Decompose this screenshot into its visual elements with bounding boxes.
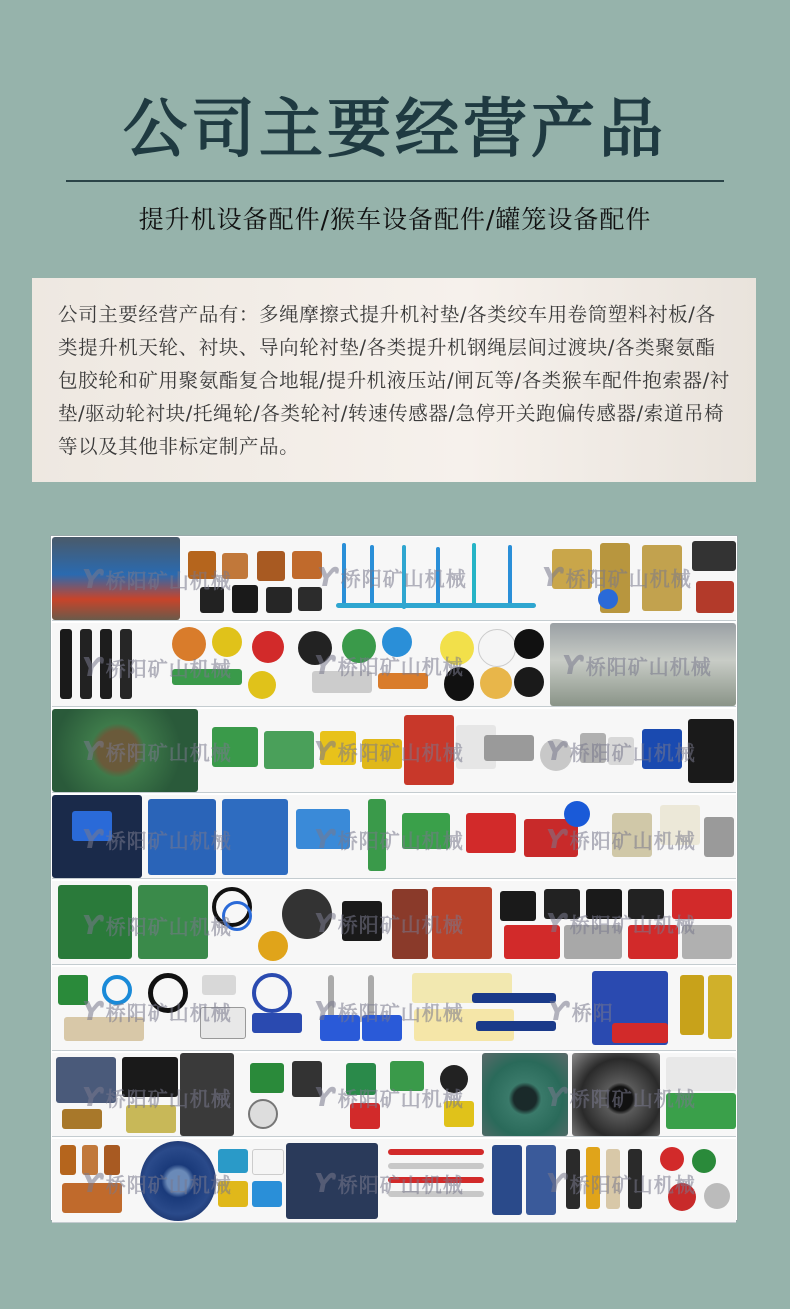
- product-photo: [252, 1181, 282, 1207]
- product-photo: [232, 585, 258, 613]
- product-photo: [266, 587, 292, 613]
- description-text: 公司主要经营产品有：多绳摩擦式提升机衬垫/各类绞车用卷筒塑料衬板/各类提升机天轮、衬块、导向轮衬垫/各类提升机钢绳层间过渡块/各类聚氨酯包胶轮和矿用聚氨酯复合地辊/提升机液压站/闸瓦等/各类猴车配件抱索器/衬垫/驱动轮衬块/托绳轮/各类轮衬/转速传感器/急停开关跑偏传感器/索道吊椅等以及其他非标定制产品。: [58, 303, 730, 458]
- watermark: Ƴ 桥阳矿山机械: [314, 1083, 464, 1113]
- watermark: Ƴ 桥阳矿山机械: [82, 1083, 232, 1113]
- product-photo: [476, 1021, 556, 1031]
- watermark: Ƴ 桥阳矿山机械: [317, 563, 467, 593]
- watermark: Ƴ 桥阳矿山机械: [82, 997, 232, 1027]
- product-photo: [248, 671, 276, 699]
- watermark: Ƴ 桥阳矿山机械: [314, 651, 464, 681]
- watermark: Ƴ 桥阳矿山机械: [546, 737, 696, 767]
- gallery-row-3: [52, 709, 736, 793]
- gallery-row-8: [52, 1139, 736, 1223]
- product-photo: [480, 667, 512, 699]
- watermark: Ƴ 桥阳矿山机械: [82, 653, 232, 683]
- product-photo: [508, 545, 512, 607]
- product-photo: [222, 799, 288, 875]
- product-photo: [500, 891, 536, 921]
- watermark: Ƴ 桥阳矿山机械: [314, 1169, 464, 1199]
- watermark: Ƴ 桥阳矿山机械: [82, 565, 232, 595]
- product-gallery: [50, 535, 738, 1221]
- product-photo: [704, 1183, 730, 1209]
- watermark: Ƴ 桥阳矿山机械: [314, 737, 464, 767]
- product-photo: [514, 667, 544, 697]
- product-photo: [704, 817, 734, 857]
- watermark: Ƴ 桥阳: [548, 997, 614, 1027]
- watermark: Ƴ 桥阳矿山机械: [546, 909, 696, 939]
- gallery-row-4: [52, 795, 736, 879]
- page-title: 公司主要经营产品: [123, 93, 667, 167]
- gallery-row-7: [52, 1053, 736, 1137]
- gallery-row-1: [52, 537, 736, 621]
- product-photo: [258, 931, 288, 961]
- product-photo: [472, 543, 476, 607]
- product-photo: [264, 731, 314, 769]
- product-photo: [252, 1149, 284, 1175]
- watermark: Ƴ 桥阳矿山机械: [542, 563, 692, 593]
- product-photo: [336, 603, 536, 608]
- product-photo: [612, 1023, 668, 1043]
- gallery-row-5: [52, 881, 736, 965]
- product-photo: [492, 1145, 522, 1215]
- product-photo: [692, 541, 736, 571]
- product-photo: [388, 1149, 484, 1155]
- watermark: Ƴ 桥阳矿山机械: [546, 825, 696, 855]
- product-photo: [466, 813, 516, 853]
- product-photo: [257, 551, 285, 581]
- product-photo: [250, 1063, 284, 1093]
- watermark: Ƴ 桥阳矿山机械: [82, 737, 232, 767]
- product-photo: [472, 993, 556, 1003]
- watermark: Ƴ 桥阳矿山机械: [82, 825, 232, 855]
- watermark: Ƴ 桥阳矿山机械: [546, 1169, 696, 1199]
- watermark: Ƴ 桥阳矿山机械: [546, 1083, 696, 1113]
- title-divider: [66, 180, 724, 182]
- product-photo: [564, 801, 590, 827]
- product-photo: [202, 975, 236, 995]
- watermark: Ƴ 桥阳矿山机械: [82, 911, 232, 941]
- product-photo: [60, 629, 72, 699]
- product-photo: [252, 1013, 302, 1033]
- description-box: [32, 278, 756, 482]
- product-photo: [660, 1147, 684, 1171]
- page-subtitle: 提升机设备配件/猴车设备配件/罐笼设备配件: [138, 205, 652, 234]
- product-photo: [484, 735, 534, 761]
- watermark: Ƴ 桥阳矿山机械: [562, 651, 712, 681]
- product-photo: [696, 581, 734, 613]
- product-photo: [680, 975, 704, 1035]
- product-photo: [514, 629, 544, 659]
- product-photo: [708, 975, 732, 1039]
- watermark: Ƴ 桥阳矿山机械: [314, 909, 464, 939]
- product-photo: [60, 1145, 76, 1175]
- gallery-row-2: [52, 623, 736, 707]
- watermark: Ƴ 桥阳矿山机械: [314, 997, 464, 1027]
- product-photo: [252, 631, 284, 663]
- product-photo: [248, 1099, 278, 1129]
- watermark: Ƴ 桥阳矿山机械: [82, 1169, 232, 1199]
- product-photo: [478, 629, 516, 667]
- product-photo: [252, 973, 292, 1013]
- watermark: Ƴ 桥阳矿山机械: [314, 825, 464, 855]
- gallery-row-6: [52, 967, 736, 1051]
